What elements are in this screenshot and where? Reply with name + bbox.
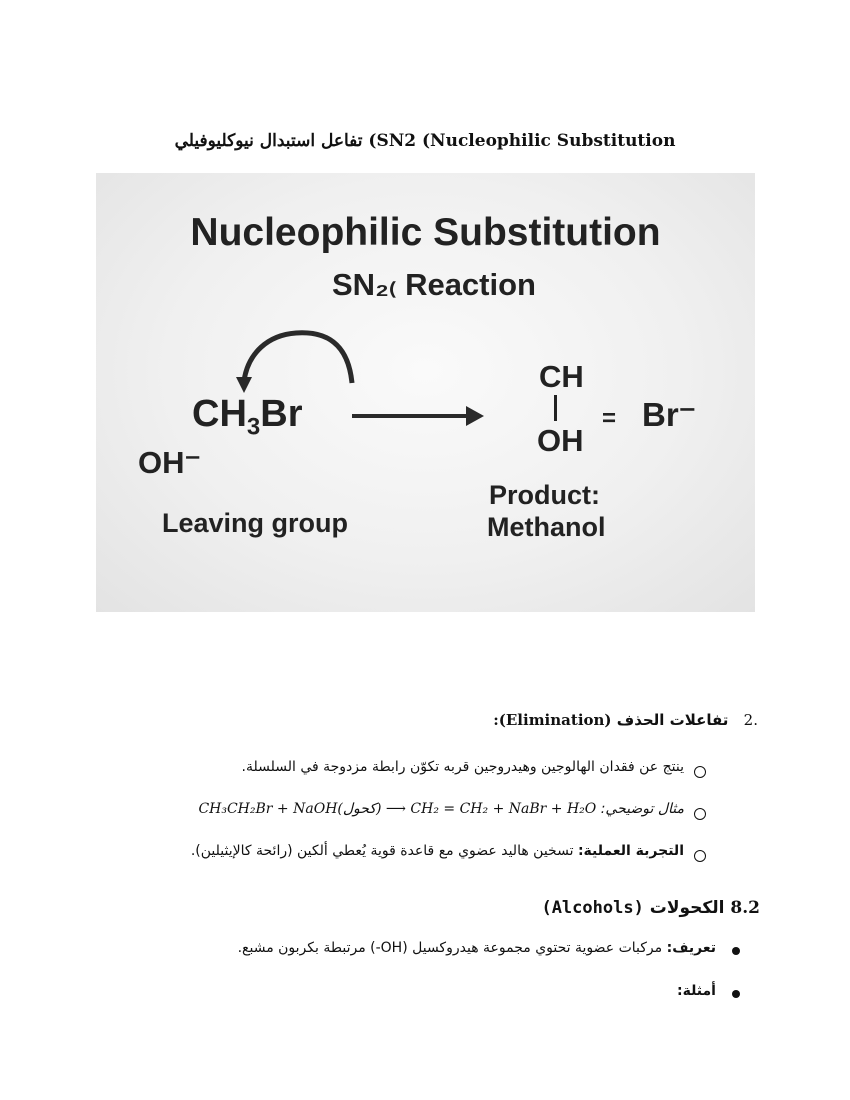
product-oh: OH — [537, 423, 584, 458]
bromide-ion: Br⁻ — [642, 396, 697, 433]
reactant-subscript: 3 — [246, 413, 261, 441]
list-item — [242, 759, 684, 775]
equals-sign: = — [602, 405, 617, 432]
electron-arrowhead — [236, 377, 252, 393]
product-name: Methanol — [487, 512, 606, 542]
list-item-text: تسخين هاليد عضوي مع قاعدة قوية يُعطي ألكين (رائحة كالإيثيلين). — [190, 843, 574, 859]
reactant-formula — [192, 393, 302, 442]
section-2-heading — [493, 711, 758, 729]
list-item-label: التجربة العملية: — [577, 843, 684, 859]
reaction-figure — [96, 173, 755, 612]
list-item-label: أمثلة: — [677, 983, 716, 999]
product-label: Product: — [489, 480, 600, 510]
leaving-group-label: Leaving group — [162, 508, 349, 538]
list-item — [677, 983, 716, 999]
list-item-label: مثال توضيحي: — [600, 801, 684, 817]
section-2-title-en: (Elimination): — [493, 711, 612, 729]
circle-bullet-icon — [694, 766, 706, 778]
reactant-main: CH — [192, 393, 247, 435]
list-item — [198, 801, 684, 817]
list-item-text: مركبات عضوية تحتوي مجموعة هيدروكسيل (OH-) مرتبطة بكربون مشبع. — [237, 940, 663, 956]
figure-subtitle: SN₂₍ Reaction — [332, 267, 536, 302]
reaction-arrowhead — [466, 406, 484, 426]
circle-bullet-icon — [694, 850, 706, 862]
list-item-text: ينتج عن فقدان الهالوجين وهيدروجين قربه تكوّن رابطة مزدوجة في السلسلة. — [241, 759, 684, 775]
dot-bullet-icon — [732, 990, 740, 998]
list-item — [191, 843, 684, 859]
list-item — [238, 940, 716, 956]
section-8-2-title-ar: الكحولات — [649, 898, 725, 918]
list-item-label: تعريف: — [666, 940, 716, 956]
elimination-equation: CH₃CH₂Br + NaOH(كحول) ⟶ CH₂ = CH₂ + NaBr + H₂O — [198, 801, 597, 817]
dot-bullet-icon — [732, 947, 740, 955]
section-8-2-heading — [541, 898, 760, 918]
circle-bullet-icon — [694, 808, 706, 820]
figure-title: Nucleophilic Substitution — [190, 211, 661, 254]
nucleophile: OH⁻ — [138, 445, 201, 480]
section-2-title-ar: تفاعلات الحذف — [616, 711, 729, 729]
figure-caption: تفاعل استبدال نيوكليوفيلي (SN2 (Nucleophilic Substitution — [174, 131, 676, 151]
section-8-2-title-en: (Alcohols) — [541, 898, 644, 918]
section-8-2-number: 8.2 — [730, 898, 760, 918]
product-ch: CH — [539, 359, 584, 394]
section-2-number: .2 — [743, 711, 758, 729]
electron-pushing-arrow — [244, 333, 352, 383]
reactant-halogen: Br — [260, 393, 303, 435]
product-bond — [554, 395, 557, 421]
